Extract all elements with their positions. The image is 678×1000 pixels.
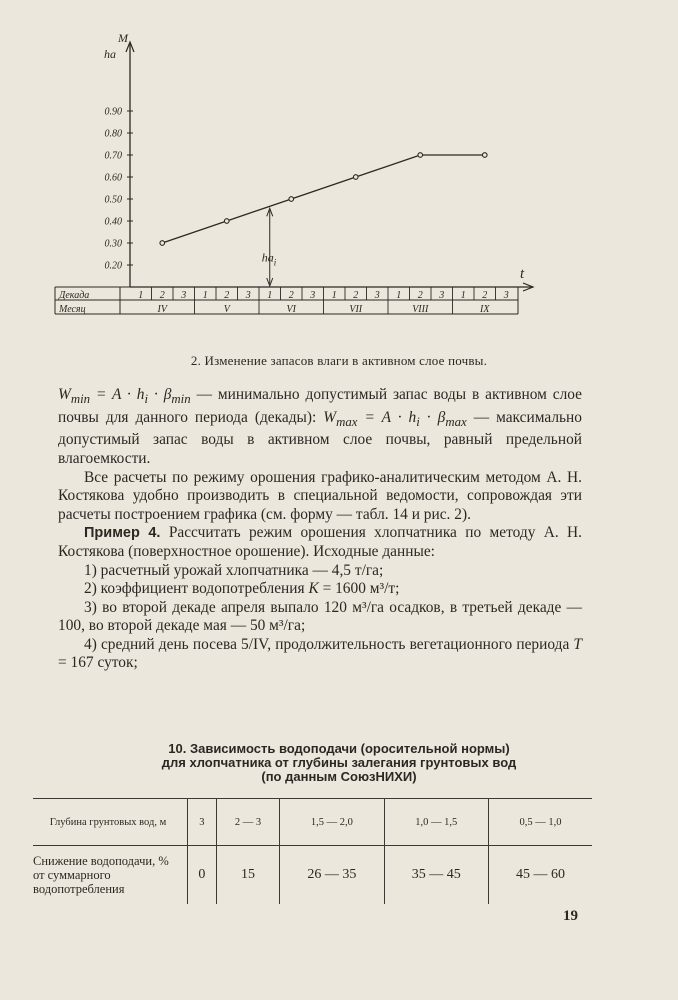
example-text: Рассчитать режим орошения хлопчатника по методу А. Н. Костякова (поверхностное орошение). Исходные данные: xyxy=(58,524,582,560)
header-cell: 1,5 — 2,0 xyxy=(280,799,384,846)
table-header-row xyxy=(33,799,592,846)
month-label: IV xyxy=(157,304,167,315)
row-cell: 45 — 60 xyxy=(488,846,592,905)
month-label: IX xyxy=(480,304,490,315)
y-tick-label: 0.70 xyxy=(104,150,122,162)
y-tick-label: 0.40 xyxy=(104,216,122,228)
k-symbol: K xyxy=(308,580,319,598)
row-cell-label: Снижение водоподачи, % от суммарного водопотребления xyxy=(33,854,169,896)
row-cell: 0 xyxy=(188,846,217,905)
list-item-3: 3) во второй декаде апреля выпало 120 м³/га осадков, в третьей декаде — 100, во второй декаде мая — 50 м³/га; xyxy=(58,598,582,635)
decade-label: 2 xyxy=(159,290,165,301)
w-min-formula: $W_{min} = A \cdot h_i \cdot \beta_{min}$ xyxy=(58,386,191,407)
paragraph-example xyxy=(58,524,582,561)
list-item-1: 1) расчетный урожай хлопчатника — 4,5 т/га; xyxy=(84,561,384,579)
table-title xyxy=(0,742,678,784)
table-title-line-1: 10. Зависимость водоподачи (оросительной нормы) xyxy=(168,741,510,756)
data-point xyxy=(353,175,358,180)
irrigation-table xyxy=(33,798,592,904)
example-label: Пример 4. xyxy=(84,525,161,542)
header-cell-depth: Глубина грунтовых вод, м xyxy=(33,799,188,846)
data-point xyxy=(224,219,229,224)
row-cell: 26 — 35 xyxy=(280,846,384,905)
page-number: 19 xyxy=(563,908,578,924)
table-row xyxy=(33,846,592,905)
marker-label: $ha_i$ xyxy=(261,250,277,268)
decade-label: 1 xyxy=(138,290,144,301)
row-cell: 35 — 45 xyxy=(384,846,488,905)
series-line xyxy=(162,155,485,243)
chart-axes xyxy=(126,42,533,291)
list-item-4 xyxy=(58,636,582,673)
decade-label: 2 xyxy=(482,290,488,301)
list-item-4-text: 4) средний день посева 5/IV, продолжительность вегетационного периода xyxy=(84,635,570,653)
decade-label: 2 xyxy=(417,290,423,301)
decade-label: 2 xyxy=(288,290,294,301)
month-label: VI xyxy=(286,304,296,315)
y-tick-label: 0.30 xyxy=(104,238,122,250)
decade-label: 3 xyxy=(181,290,187,301)
month-label: VIII xyxy=(412,304,429,315)
list-item-2-value: = 1600 м³/т; xyxy=(322,580,400,598)
y-tick-label: 0.20 xyxy=(104,260,122,272)
month-label: VII xyxy=(349,304,363,315)
y-tick-label: 0.60 xyxy=(104,172,122,184)
data-point xyxy=(289,197,294,202)
body-text xyxy=(58,386,582,673)
list-item-4-value: = 167 суток; xyxy=(58,654,138,672)
decade-label: 2 xyxy=(224,290,230,301)
y-axis-label: ha xyxy=(104,47,116,61)
decade-label: 2 xyxy=(353,290,359,301)
decade-label: 1 xyxy=(396,290,402,301)
w-max-text: — максимально допустимый запас воды в активном слое почвы, равный предельной влагоемкости. xyxy=(58,408,582,467)
decade-label: 1 xyxy=(267,290,273,301)
decade-label: 3 xyxy=(310,290,316,301)
list-item-2-text: 2) коэффициент водопотребления xyxy=(84,580,305,598)
decade-label: 1 xyxy=(460,290,466,301)
decade-label: 3 xyxy=(503,290,509,301)
y-axis-label-top: M xyxy=(118,31,128,45)
moisture-chart xyxy=(0,0,678,350)
y-tick-label: 0.90 xyxy=(104,106,122,118)
row-cell: 15 xyxy=(216,846,279,905)
figure-caption: 2. Изменение запасов влаги в активном слое почвы. xyxy=(190,353,488,368)
table-title-line-2: для хлопчатника от глубины залегания грунтовых вод xyxy=(161,755,517,770)
w-max-formula: $W_{max} = A \cdot h_i \cdot \beta_{max}$ xyxy=(323,408,467,429)
decade-label: 1 xyxy=(331,290,337,301)
decade-label: 3 xyxy=(374,290,380,301)
t-symbol: T xyxy=(573,635,582,653)
paragraph-method: Все расчеты по режиму орошения графико-аналитическим методом А. Н. Костякова удобно производить в специальной ведомости, сопровождая эти расчеты построением графика (см. форму — табл. 14 и рис. 2). xyxy=(58,468,582,523)
paragraph-definitions xyxy=(58,386,582,469)
month-label: V xyxy=(223,304,230,315)
decade-label: 1 xyxy=(202,290,208,301)
data-point xyxy=(160,241,165,246)
row-label-month: Месяц xyxy=(59,304,86,315)
header-cell: 1,0 — 1,5 xyxy=(384,799,488,846)
x-axis-label: t xyxy=(520,266,525,282)
y-tick-label: 0.50 xyxy=(104,194,122,206)
decade-label: 3 xyxy=(439,290,445,301)
data-point xyxy=(418,153,423,158)
data-point xyxy=(482,153,487,158)
row-label-decade: Декада xyxy=(59,290,90,301)
header-cell: 3 xyxy=(188,799,217,846)
header-cell: 0,5 — 1,0 xyxy=(488,799,592,846)
list-item-2 xyxy=(58,580,582,599)
decade-label: 3 xyxy=(245,290,251,301)
w-min-text: — минимально допустимый запас воды в активном слое почвы для данного периода (декады): xyxy=(58,386,582,426)
table-title-line-3: (по данным СоюзНИХИ) xyxy=(261,769,417,784)
y-tick-label: 0.80 xyxy=(104,128,122,140)
header-cell: 2 — 3 xyxy=(216,799,279,846)
